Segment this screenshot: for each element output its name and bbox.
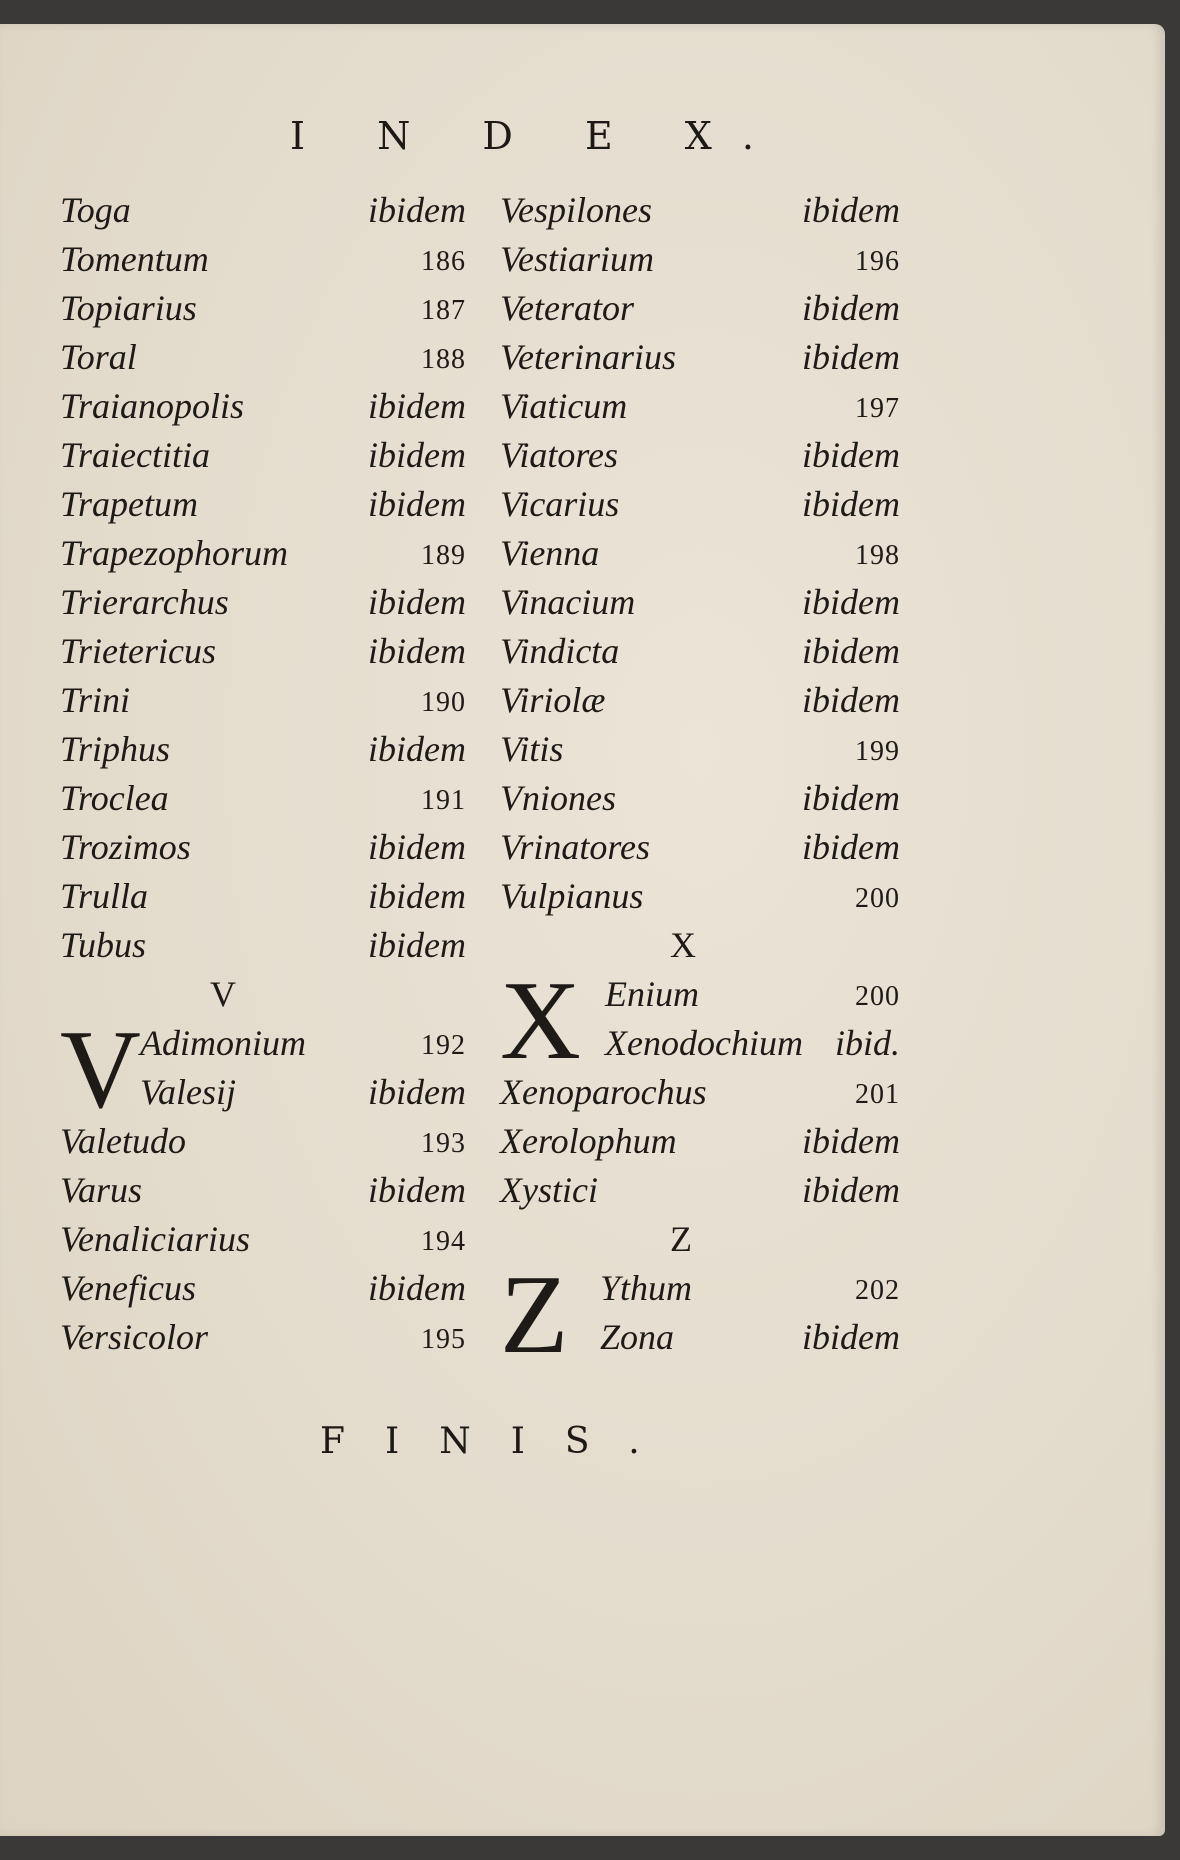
index-entry — [60, 287, 466, 336]
entry-term: Xystici — [500, 1170, 598, 1210]
section-v-entry-list — [60, 1120, 466, 1365]
entry-page: ibidem — [368, 435, 466, 475]
section-x-entry-list — [500, 1071, 900, 1218]
entry-term: Trulla — [60, 876, 149, 916]
index-entry — [60, 1169, 466, 1218]
index-entry — [500, 483, 900, 532]
entry-page: ibidem — [368, 1268, 466, 1308]
section-x-initial-block — [500, 959, 900, 1083]
decorated-initial-v: V — [60, 1008, 141, 1132]
index-entry — [60, 630, 466, 679]
entry-page: 196 — [855, 246, 900, 277]
entry-term: Varus — [60, 1170, 143, 1210]
index-entry — [500, 1071, 900, 1120]
entry-page: ibidem — [802, 337, 900, 377]
entry-term: Vespilones — [500, 190, 652, 230]
entry-term: Topiarius — [60, 288, 197, 328]
entry-page: ibidem — [802, 1121, 900, 1161]
entry-page: 194 — [421, 1226, 466, 1257]
entry-term: Vindicta — [500, 631, 620, 671]
entry-term: Traiectitia — [60, 435, 211, 475]
entry-term: Trapetum — [60, 484, 199, 524]
entry-page: ibidem — [368, 827, 466, 867]
index-entry — [60, 532, 466, 581]
index-entry — [500, 973, 900, 1022]
entry-page: ibidem — [368, 1072, 466, 1112]
section-z-initial-block — [500, 1253, 900, 1377]
entry-page: ibidem — [802, 288, 900, 328]
entry-page: ibidem — [802, 1170, 900, 1210]
section-heading-z: Z — [670, 1219, 692, 1259]
entry-term: Triphus — [60, 729, 171, 769]
index-entry — [60, 581, 466, 630]
entry-page: ibid. — [834, 1023, 900, 1063]
entry-page: ibidem — [802, 827, 900, 867]
index-entry — [500, 1267, 900, 1316]
entry-term: Viriolæ — [500, 680, 606, 720]
entry-term: Adimonium — [140, 1023, 306, 1063]
entry-term: Xenodochium — [605, 1023, 803, 1063]
entry-term: Vitis — [500, 729, 564, 769]
entry-term: Veterinarius — [500, 337, 676, 377]
entry-page: ibidem — [368, 631, 466, 671]
entry-term: Trietericus — [60, 631, 217, 671]
entry-term: Vrinatores — [500, 827, 650, 867]
section-heading-x: X — [670, 925, 696, 965]
index-entry — [500, 728, 900, 777]
section-v-initial-block — [60, 1008, 466, 1132]
index-entry — [60, 434, 466, 483]
entry-term: Vinacium — [500, 582, 636, 622]
entry-term: Zona — [600, 1317, 675, 1357]
index-entry — [500, 777, 900, 826]
entry-page: ibidem — [802, 190, 900, 230]
entry-page: 189 — [421, 540, 466, 571]
index-entry — [60, 1316, 466, 1365]
entry-term: Venaliciarius — [60, 1219, 250, 1259]
entry-term: Xerolophum — [500, 1121, 677, 1161]
index-entry — [60, 1022, 466, 1071]
index-entry — [500, 532, 900, 581]
index-entry — [60, 1218, 466, 1267]
entry-page: ibidem — [368, 925, 466, 965]
index-entry — [500, 679, 900, 728]
entry-page: ibidem — [802, 435, 900, 475]
entry-page: ibidem — [368, 729, 466, 769]
index-entry — [500, 826, 900, 875]
entry-page: 200 — [855, 883, 900, 914]
entry-term: Trapezophorum — [60, 533, 289, 573]
entry-term: Troclea — [60, 778, 169, 818]
index-entry — [60, 238, 466, 287]
entry-term: Trierarchus — [60, 582, 229, 622]
index-entry — [60, 483, 466, 532]
entry-page: ibidem — [368, 484, 466, 524]
index-entry — [60, 728, 466, 777]
entry-term: Veterator — [500, 288, 634, 328]
entry-term: Valetudo — [60, 1121, 186, 1161]
entry-page: ibidem — [802, 484, 900, 524]
entry-page: 199 — [855, 736, 900, 767]
entry-page: 188 — [421, 344, 466, 375]
entry-page: ibidem — [802, 631, 900, 671]
entry-page: 198 — [855, 540, 900, 571]
entry-page: ibidem — [802, 778, 900, 818]
entry-page: 197 — [855, 393, 900, 424]
index-entry — [60, 1120, 466, 1169]
entry-page: 202 — [855, 1275, 900, 1306]
entry-term: Trini — [60, 680, 131, 720]
index-entry — [500, 581, 900, 630]
index-entry — [60, 189, 466, 238]
entry-term: Veneficus — [60, 1268, 196, 1308]
index-entry — [60, 826, 466, 875]
index-entry — [500, 238, 900, 287]
entry-term: Ythum — [600, 1268, 693, 1308]
right-index-column — [500, 189, 900, 1377]
index-entry — [500, 1022, 900, 1071]
entry-term: Vienna — [500, 533, 600, 573]
entry-page: 195 — [421, 1324, 466, 1355]
entry-page: ibidem — [368, 876, 466, 916]
index-entry — [60, 679, 466, 728]
entry-term: Toral — [60, 337, 137, 377]
index-entry — [60, 875, 466, 924]
index-entry — [60, 1071, 466, 1120]
entry-term: Vniones — [500, 778, 616, 818]
decorated-initial-z: Z — [500, 1253, 569, 1377]
index-entry — [500, 189, 900, 238]
entry-term: Vulpianus — [500, 876, 644, 916]
right-entry-list — [500, 189, 900, 924]
entry-term: Vicarius — [500, 484, 620, 524]
entry-page: ibidem — [802, 582, 900, 622]
index-entry — [500, 434, 900, 483]
entry-page: ibidem — [368, 582, 466, 622]
index-entry — [60, 924, 466, 973]
left-entry-list — [60, 189, 466, 973]
entry-term: Tubus — [60, 925, 147, 965]
entry-term: Viatores — [500, 435, 618, 475]
entry-term: Enium — [605, 974, 699, 1014]
index-entry — [500, 287, 900, 336]
index-entry — [500, 385, 900, 434]
book-page — [0, 24, 1165, 1836]
entry-term: Versicolor — [60, 1317, 208, 1357]
index-entry — [500, 1120, 900, 1169]
index-entry — [60, 385, 466, 434]
entry-term: Vestiarium — [500, 239, 655, 279]
entry-page: 193 — [421, 1128, 466, 1159]
entry-page: 192 — [421, 1030, 466, 1061]
entry-term: Traianopolis — [60, 386, 245, 426]
entry-page: ibidem — [368, 190, 466, 230]
entry-term: Trozimos — [60, 827, 191, 867]
index-entry — [60, 777, 466, 826]
finis-footer: FINIS. — [320, 1421, 680, 1462]
left-index-column — [60, 189, 466, 1365]
entry-page: ibidem — [368, 1170, 466, 1210]
entry-page: 191 — [421, 785, 466, 816]
entry-page: 190 — [421, 687, 466, 718]
index-entry — [60, 1267, 466, 1316]
entry-term: Xenoparochus — [500, 1072, 707, 1112]
index-entry — [500, 630, 900, 679]
entry-term: Toga — [60, 190, 131, 230]
section-heading-v: V — [210, 974, 236, 1014]
entry-term: Tomentum — [60, 239, 209, 279]
index-entry — [500, 336, 900, 385]
entry-page: ibidem — [802, 1317, 900, 1357]
entry-page: ibidem — [802, 680, 900, 720]
entry-page: ibidem — [368, 386, 466, 426]
entry-term: Viaticum — [500, 386, 628, 426]
index-entry — [500, 1169, 900, 1218]
decorated-initial-x: X — [500, 959, 581, 1083]
entry-page: 201 — [855, 1079, 900, 1110]
entry-page: 187 — [421, 295, 466, 326]
entry-page: 200 — [855, 981, 900, 1012]
index-entry — [500, 1316, 900, 1365]
index-entry — [60, 336, 466, 385]
page-title: I N D E X. — [290, 114, 784, 158]
entry-term: Valesij — [140, 1072, 236, 1112]
index-entry — [500, 875, 900, 924]
entry-page: 186 — [421, 246, 466, 277]
